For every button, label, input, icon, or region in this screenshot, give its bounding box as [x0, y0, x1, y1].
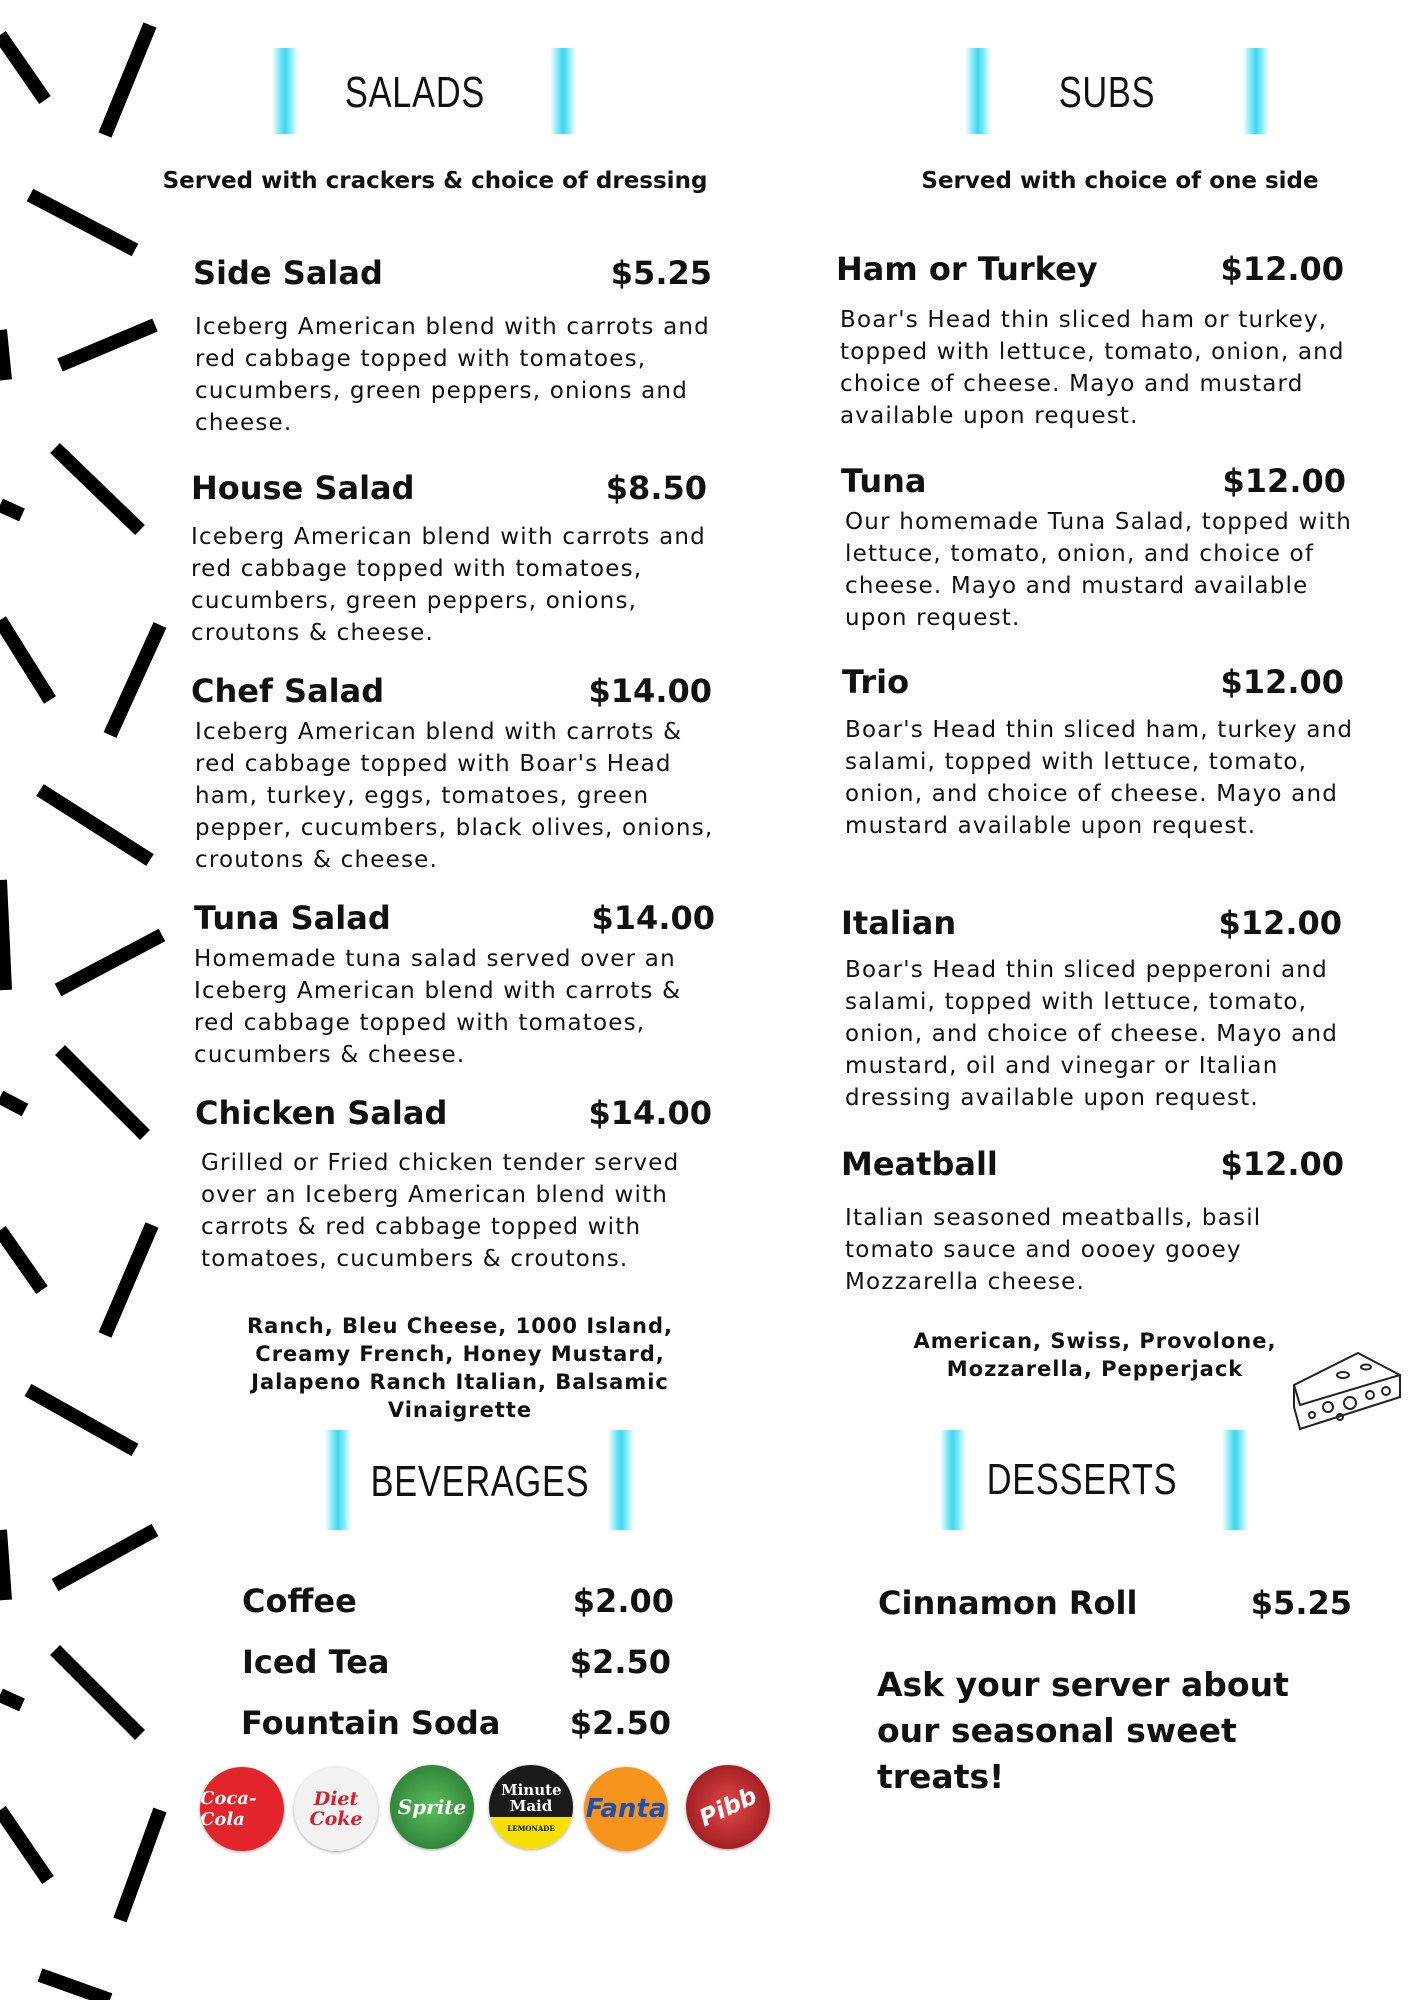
glow-bar-right: [550, 48, 576, 134]
menu-item-name: Chef Salad: [191, 672, 385, 710]
dressing-options: Ranch, Bleu Cheese, 1000 Island, Creamy French, Honey Mustard, Jalapeno Ranch Italian, Balsamic Vinaigrette: [247, 1314, 673, 1422]
menu-item-description: Boar's Head thin sliced pepperoni and salami, topped with lettuce, tomato, onion, and choice of cheese. Mayo and mustard, oil and vinegar or Italian dressing available upon request.: [845, 957, 1339, 1111]
subs-subtitle: Served with choice of one side: [921, 168, 1319, 194]
menu-item-description: Iceberg American blend with carrots and red cabbage topped with tomatoes, cucumbers, green peppers, onions, croutons & cheese.: [191, 524, 706, 646]
menu-item-description: Iceberg American blend with carrots and red cabbage topped with tomatoes, cucumbers, green peppers, onions and cheese.: [195, 314, 710, 436]
menu-item-price: $14.00: [591, 899, 715, 937]
salads-subtitle: Served with crackers & choice of dressing: [162, 168, 708, 194]
menu-item-name: House Salad: [191, 469, 415, 507]
menu-item-price: $12.00: [1220, 663, 1344, 701]
menu-item-name: Ham or Turkey: [836, 250, 1098, 288]
cheese-icon: [1288, 1345, 1408, 1435]
menu-item-price: $8.50: [605, 469, 707, 507]
desserts-title: DESSERTS: [986, 1455, 1178, 1504]
menu-item-name: Italian: [841, 904, 957, 942]
diet-coke-logo: Diet Coke: [294, 1767, 378, 1851]
menu-item-price: $5.25: [1250, 1584, 1352, 1622]
coca-cola-logo: Coca-Cola: [200, 1767, 284, 1851]
menu-item-description: Iceberg American blend with carrots & red cabbage topped with Boar's Head ham, turkey, eggs, tomatoes, green pepper, cucumbers, black olives, onions, croutons & cheese.: [195, 719, 714, 873]
menu-item-description: Boar's Head thin sliced ham, turkey and salami, topped with lettuce, tomato, onion, and choice of cheese. Mayo and mustard available upon request.: [845, 717, 1354, 839]
menu-item-name: Tuna Salad: [194, 899, 391, 937]
subs-title: SUBS: [1058, 68, 1156, 117]
glow-bar-right: [608, 1430, 634, 1530]
menu-item-name: Tuna: [841, 462, 927, 500]
pibb-xtra-logo: Pibb: [686, 1765, 770, 1849]
fanta-logo: Fanta: [584, 1767, 668, 1851]
glow-bar-left: [272, 48, 298, 134]
beverages-title: BEVERAGES: [370, 1457, 590, 1506]
menu-item-name: Meatball: [841, 1145, 998, 1183]
glow-bar-right: [1222, 1430, 1248, 1530]
menu-item-price: $5.25: [610, 254, 712, 292]
menu-item-price: $14.00: [588, 672, 712, 710]
menu-item-price: $12.00: [1218, 904, 1342, 942]
menu-item-price: $2.00: [572, 1582, 674, 1620]
menu-item-price: $14.00: [588, 1094, 712, 1132]
menu-item-price: $2.50: [569, 1643, 671, 1681]
menu-item-description: Homemade tuna salad served over an Iceberg American blend with carrots & red cabbage topped with tomatoes, cucumbers & cheese.: [194, 946, 682, 1068]
menu-item-name: Fountain Soda: [241, 1704, 501, 1742]
menu-item-price: $12.00: [1220, 1145, 1344, 1183]
glow-bar-right: [1243, 48, 1269, 134]
menu-item-description: Our homemade Tuna Salad, topped with lettuce, tomato, onion, and choice of cheese. Mayo and mustard available upon request.: [845, 509, 1353, 631]
glow-bar-left: [325, 1430, 351, 1530]
minute-maid-logo: Minute Maid LEMONADE: [489, 1765, 573, 1849]
sprite-logo: Sprite: [390, 1765, 474, 1849]
menu-item-name: Coffee: [242, 1582, 357, 1620]
menu-item-name: Side Salad: [193, 254, 383, 292]
seasonal-promo-text: Ask your server about our seasonal sweet treats!: [877, 1665, 1289, 1796]
menu-item-price: $12.00: [1220, 250, 1344, 288]
cheese-options: American, Swiss, Provolone, Mozzarella, Pepperjack: [913, 1329, 1277, 1381]
menu-item-description: Grilled or Fried chicken tender served over an Iceberg American blend with carrots & red cabbage topped with tomatoes, cucumbers & croutons.: [201, 1150, 680, 1272]
menu-item-price: $2.50: [569, 1704, 671, 1742]
glow-bar-left: [940, 1430, 966, 1530]
menu-item-name: Cinnamon Roll: [878, 1584, 1138, 1622]
salads-title: SALADS: [344, 68, 486, 117]
menu-item-name: Iced Tea: [242, 1643, 390, 1681]
menu-item-price: $12.00: [1222, 462, 1346, 500]
menu-item-name: Trio: [842, 663, 910, 701]
glow-bar-left: [965, 48, 991, 134]
menu-item-name: Chicken Salad: [195, 1094, 448, 1132]
menu-item-description: Italian seasoned meatballs, basil tomato sauce and oooey gooey Mozzarella cheese.: [845, 1205, 1262, 1295]
menu-item-description: Boar's Head thin sliced ham or turkey, topped with lettuce, tomato, onion, and choice of cheese. Mayo and mustard available upon request.: [840, 307, 1345, 429]
